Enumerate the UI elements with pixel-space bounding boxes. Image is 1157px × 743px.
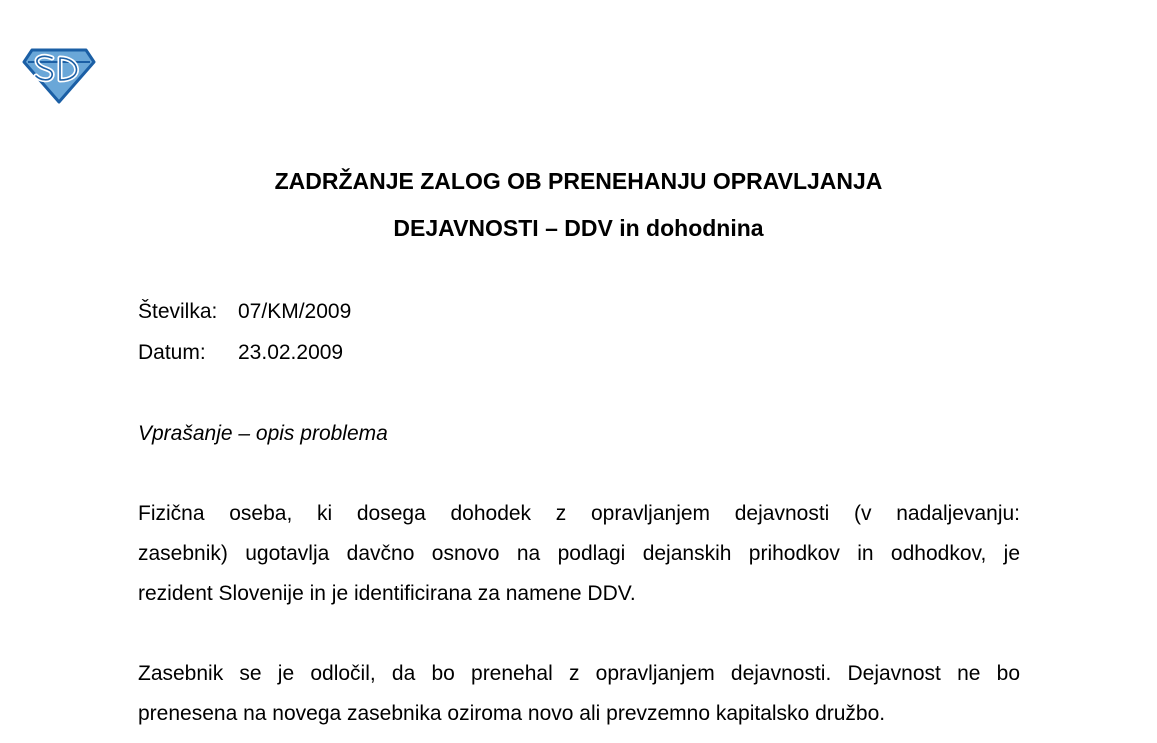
document-date-label: Datum: — [138, 341, 206, 364]
paragraph-line: zasebnik) ugotavlja davčno osnovo na podlagi dejanskih prihodkov in odhodkov, je — [138, 542, 1020, 565]
document-title-line-1: ZADRŽANJE ZALOG OB PRENEHANJU OPRAVLJANJA — [274, 168, 883, 194]
section-heading: Vprašanje – opis problema — [138, 422, 388, 445]
paragraph-line: Fizična oseba, ki dosega dohodek z opravljanjem dejavnosti (v nadaljevanju: — [138, 502, 1020, 525]
paragraph-line: prenesena na novega zasebnika oziroma novo ali prevzemno kapitalsko družbo. — [138, 702, 886, 725]
document-date-row — [138, 340, 343, 366]
document-number-value: 07/KM/2009 — [238, 300, 352, 323]
paragraph-line: rezident Slovenije in je identificirana za namene DDV. — [138, 582, 636, 605]
document-number-label: Številka: — [138, 300, 218, 323]
paragraph-1 — [138, 501, 1020, 621]
document-number-row — [138, 299, 351, 325]
document-date-value: 23.02.2009 — [238, 341, 344, 364]
paragraph-line: Zasebnik se je odločil, da bo prenehal z opravljanjem dejavnosti. Dejavnost ne bo — [138, 662, 1020, 685]
company-logo — [22, 46, 96, 104]
document-title-line-2: DEJAVNOSTI – DDV in dohodnina — [393, 215, 764, 241]
paragraph-2 — [138, 661, 1020, 741]
